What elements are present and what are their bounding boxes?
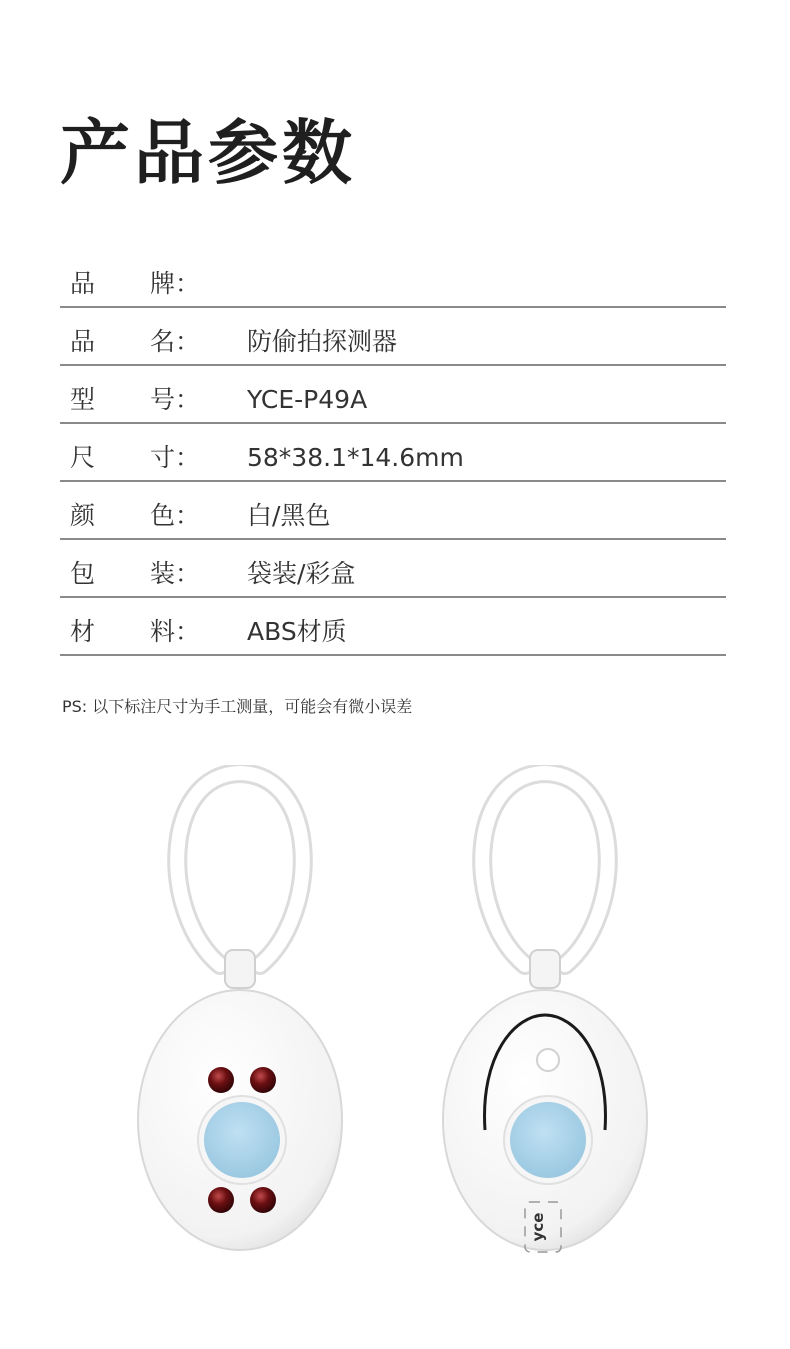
spec-value: ABS材质 [247,617,347,646]
device-front [138,773,342,1250]
spec-label: 寸： [150,443,201,472]
spec-label: 品 [70,327,96,356]
infrared-led [208,1067,234,1093]
lens-window-front [204,1102,280,1178]
spec-row-material [60,598,726,656]
spec-row-packaging [60,540,726,598]
spec-label: 品 [70,269,96,298]
lens-window-back [510,1102,586,1178]
spec-row-product-name [60,308,726,366]
spec-label: 型 [70,385,96,414]
spec-label: 包 [70,559,96,588]
product-illustration [120,765,680,1325]
spec-label: 号： [150,385,201,414]
spec-value: 防偷拍探测器 [247,327,398,356]
spec-label: 色： [150,501,201,530]
spec-row-model [60,366,726,424]
spec-value: YCE-P49A [247,385,368,414]
product-images [120,765,680,1325]
infrared-led [250,1067,276,1093]
spec-label: 名： [150,327,201,356]
spec-label: 牌： [150,269,201,298]
power-button [537,1049,559,1071]
infrared-led [250,1187,276,1213]
page-title: 产品参数 [60,112,356,194]
spec-label: 装： [150,559,201,588]
spec-label: 尺 [70,443,96,472]
infrared-led [208,1187,234,1213]
spec-value: 白/黑色 [247,501,331,530]
device-back [443,773,647,1252]
spec-row-brand [60,250,726,308]
spec-row-color [60,482,726,540]
spec-value: 58*38.1*14.6mm [247,443,464,472]
spec-label: 料： [150,617,201,646]
spec-table [60,250,726,656]
measurement-footnote: PS: 以下标注尺寸为手工测量，可能会有微小误差 [62,697,413,716]
svg-text:yce: yce [529,1212,547,1242]
spec-label: 颜 [70,501,96,530]
spec-label: 材 [70,617,96,646]
spec-value: 袋装/彩盒 [247,559,356,588]
spec-row-size [60,424,726,482]
